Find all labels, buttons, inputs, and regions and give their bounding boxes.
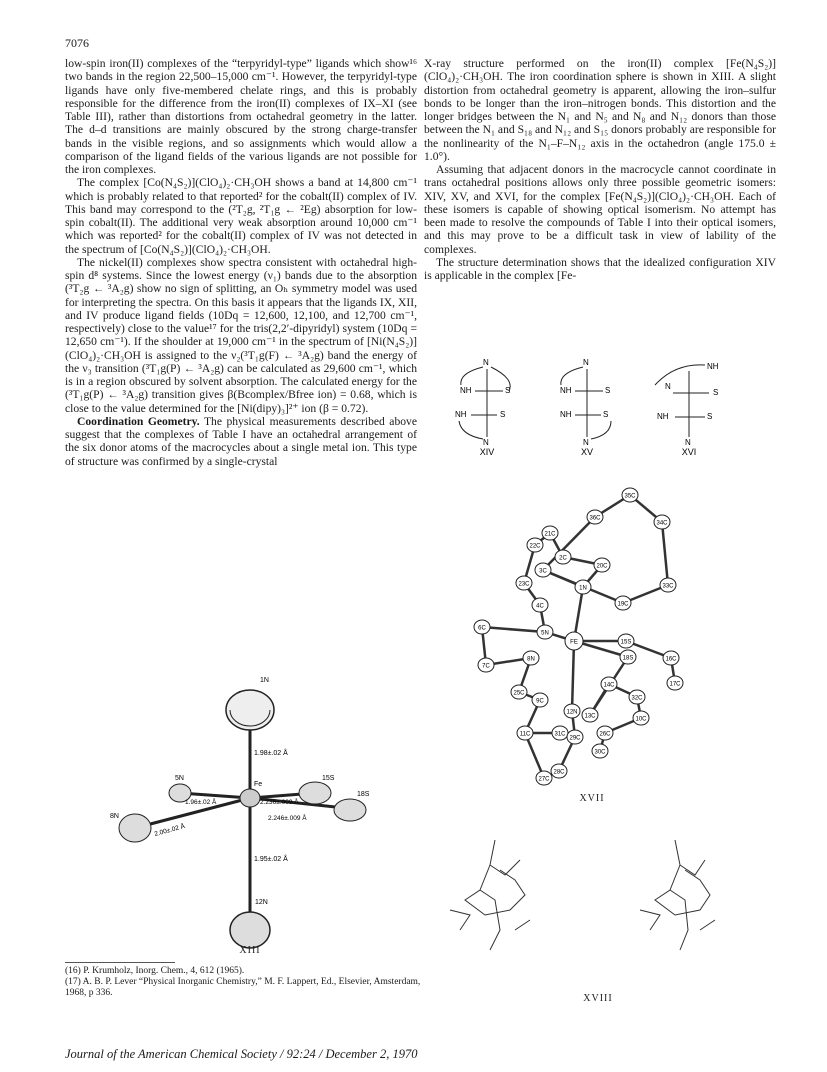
paragraph: The structure determination shows that the idealized configuration XIV is applicable in the complex [Fe-: [424, 255, 776, 282]
atom-label: 2C: [559, 555, 567, 562]
bond-label: 1.98±.02 Å: [254, 750, 288, 757]
atom-label: 18S: [357, 791, 370, 798]
atom-label: 20C: [596, 563, 608, 570]
page-number: 7076: [65, 36, 89, 50]
svg-text:N: N: [483, 358, 489, 367]
paragraph-text: The physical measurements described above suggest that the complexes of Table I have an octahedral arrangement of the six donor atoms of the macrocycles about a single metal ion. This type of structure was confirmed by a single-crystal: [65, 414, 417, 468]
svg-text:S: S: [707, 412, 713, 421]
paragraph: The nickel(II) complexes show spectra consistent with octahedral high-spin d⁸ systems. Since the lowest energy (ν₁) bands due to the absorption (³T₂g ← ³A₂g) show no sign of splitting, an Oₕ symmetry model was used for interpreting the spectra. On this basis it appears that the ligands IX, XII, and IV produce ligand fields (10Dq = 12,600, 12,100, and 12,700 cm⁻¹, respectively) close to the value¹⁷ for the tris(2,2′-dipyridyl) system (10Dq = 12,650 cm⁻¹). If the shoulder at 19,000 cm⁻¹ in the spectrum of [Ni(N₄S₂)](ClO₄)₂·CH₃OH is assigned to the ν₂(³T₁g(F) ← ³A₂g) band the energy of the ν₃ transition (³T₁g(P) ← ³A₂g) can be calculated as 29,600 cm⁻¹, which is in a region obscured by solvent absorption. The calculated energy for the (³T₁g(P) ← ³A₂g) transition gives β(Bcomplex/Bfree ion) = 0.68, which is close to the value determined for the [Ni(dipy)₃]²⁺ ion (β = 0.72).: [65, 255, 417, 415]
right-column: [424, 57, 776, 282]
atom-label: 31C: [554, 731, 566, 738]
atom-label: 19C: [617, 601, 629, 608]
atom-n8: [119, 814, 151, 842]
figure-label: XVII: [579, 793, 605, 804]
svg-text:N: N: [665, 382, 671, 391]
isomer-xiv: [455, 358, 510, 447]
svg-text:S: S: [505, 386, 511, 395]
atom-label: 8N: [110, 813, 119, 820]
left-column: [65, 57, 417, 468]
atom-label: 3C: [539, 568, 547, 575]
svg-text:NH: NH: [560, 410, 572, 419]
footnotes: [65, 966, 425, 999]
atom-label: 13C: [584, 713, 596, 720]
atom-label: 23C: [518, 581, 530, 588]
svg-text:S: S: [500, 410, 506, 419]
paragraph: Assuming that adjacent donors in the macrocycle cannot coordinate in trans octahedral positions allows only three possible geometric isomers: XIV, XV, and XVI, for the complex [Fe(N₄S₂)](ClO₄)₂·CH₃OH. Each of these isomers is capable of showing optical isomerism. No attempt has been made to resolve the compounds of Table I into their optical isomers, and this may prove to be a difficult task in view of lability of the complexes.: [424, 163, 776, 256]
paragraph: [65, 415, 417, 468]
atom-label: 30C: [594, 749, 606, 756]
atom-label: 34C: [656, 520, 668, 527]
atom-label: 32C: [631, 695, 643, 702]
atom-label: 11C: [519, 731, 531, 738]
atom-s18: [334, 799, 366, 821]
atom-label: 7C: [482, 663, 490, 670]
atom-label: 25C: [513, 690, 525, 697]
atom-label: 6C: [478, 625, 486, 632]
atom-label: 18S: [622, 655, 634, 662]
atom-label: 12N: [566, 709, 578, 716]
atom-n12: [230, 912, 270, 948]
atom-label: 17C: [669, 681, 681, 688]
svg-text:N: N: [583, 438, 589, 447]
footnote-rule: [65, 962, 175, 963]
figure-xviii: [430, 820, 730, 960]
atom-label: 1N: [579, 585, 587, 592]
figure-xvii: [440, 475, 720, 805]
figure-label: XIV: [479, 447, 495, 455]
atom-label: FE: [570, 639, 578, 646]
atom-label: 12N: [255, 899, 268, 906]
footnote: (17) A. B. P. Lever “Physical Inorganic Chemistry,” M. F. Lappert, Ed., Elsevier, Amsterdam, 1968, p 336.: [65, 977, 421, 998]
bond-line: [482, 627, 545, 632]
atom-label: 4C: [536, 603, 544, 610]
atom-label: 15S: [620, 639, 632, 646]
atom-label: 14C: [603, 682, 615, 689]
figure-label: XVI: [681, 447, 697, 455]
bond-label: 2.246±.009 Å: [268, 815, 307, 822]
isomer-figures: [445, 355, 745, 455]
atom-n1: [226, 690, 274, 730]
svg-text:N: N: [685, 438, 691, 447]
atom-label: 9C: [536, 698, 544, 705]
atom-label: 35C: [624, 493, 636, 500]
atom-s15: [299, 782, 331, 804]
section-heading: Coordination Geometry.: [77, 414, 200, 428]
bond-line: [572, 641, 574, 711]
atom-label: 29C: [569, 735, 581, 742]
atom-label: 33C: [662, 583, 674, 590]
bond-label: 1.96±.02 Å: [185, 799, 217, 806]
paragraph: low-spin iron(II) complexes of the “terpyridyl-type” ligands which show¹⁶ two bands in the region 22,500–15,000 cm⁻¹. However, the terpyridyl-type ligands have only five-membered chelate rings, and this is probably responsible for the difference from the iron(II) complexes of IX–XI (see Table III), rather than distortions from octahedral geometry in the latter. The d–d transitions are mainly obscured by the strong charge-transfer bands in the visible regions, and so assignments which would allow a comparison of the ligand fields of the various ligands are not possible for the iron complexes.: [65, 57, 417, 176]
figure-label: XV: [580, 447, 594, 455]
figure-label: XVIII: [583, 993, 613, 1004]
footnote: (16) P. Krumholz, Inorg. Chem., 4, 612 (1965).: [65, 966, 245, 976]
svg-text:N: N: [583, 358, 589, 367]
svg-text:NH: NH: [455, 410, 467, 419]
svg-text:NH: NH: [460, 386, 472, 395]
isomer-xv: [560, 358, 611, 447]
atom-label: 8N: [527, 656, 535, 663]
bond-line: [662, 522, 668, 585]
isomer-xvi: [655, 362, 719, 447]
bond-label: 1.95±.02 Å: [254, 856, 288, 863]
atom-label: 22C: [529, 543, 541, 550]
svg-text:NH: NH: [657, 412, 669, 421]
atom-label: Fe: [254, 781, 263, 788]
svg-text:S: S: [713, 388, 719, 397]
atom-label: 10C: [635, 716, 647, 723]
atom-label: 1N: [260, 677, 269, 684]
bond-label: 2.00±.02 Å: [153, 823, 186, 838]
journal-footer: Journal of the American Chemical Society / 92:24 / December 2, 1970: [65, 1047, 418, 1061]
paragraph: X-ray structure performed on the iron(II) complex [Fe(N₄S₂)](ClO₄)₂·CH₃OH. The iron coordination sphere is shown in XIII. A slight distortion from octahedral geometry is apparent, allowing the iron–sulfur bonds to be longer than the iron–nitrogen bonds. This distortion and the longer bridges between the N₁ and N₅ and N₈ and N₁₂ donors than those between the N₁ and S₁₈ and N₁₂ and S₁₅ donors probably are responsible for the nonlinearity of the N₁–F–N₁₂ axis in the octahedron (angle 175.0 ± 1.0°).: [424, 57, 776, 163]
atom-label: 15S: [322, 775, 335, 782]
atom-label: 5N: [175, 775, 184, 782]
atom-label: 16C: [665, 656, 677, 663]
atom-label: 21C: [544, 531, 556, 538]
svg-text:NH: NH: [707, 362, 719, 371]
svg-text:NH: NH: [560, 386, 572, 395]
svg-text:N: N: [483, 438, 489, 447]
atom-label: 27C: [538, 776, 550, 783]
atom-fe: [240, 789, 260, 807]
bond-label: 2.236±.009 Å: [260, 799, 299, 806]
atom-label: 36C: [589, 515, 601, 522]
figure-xiii: [100, 668, 400, 968]
atom-label: 26C: [599, 731, 611, 738]
paragraph: The complex [Co(N₄S₂)](ClO₄)₂·CH₃OH shows a band at 14,800 cm⁻¹ which is probably related to that reported² for the cobalt(II) complex of IV. This band may correspond to the (²T₂g, ²T₁g ← ²Eg) absorption for low-spin cobalt(II). The additional very weak absorption around 10,000 cm⁻¹ which was reported² for the cobalt(II) complex of IV was not detected in the spectrum of [Co(N₄S₂)](ClO₄)₂·CH₃OH.: [65, 176, 417, 256]
figure-label: XIII: [239, 945, 261, 956]
atom-label: 28C: [553, 769, 565, 776]
svg-text:S: S: [605, 386, 611, 395]
svg-text:S: S: [603, 410, 609, 419]
atom-label: 5N: [541, 630, 549, 637]
